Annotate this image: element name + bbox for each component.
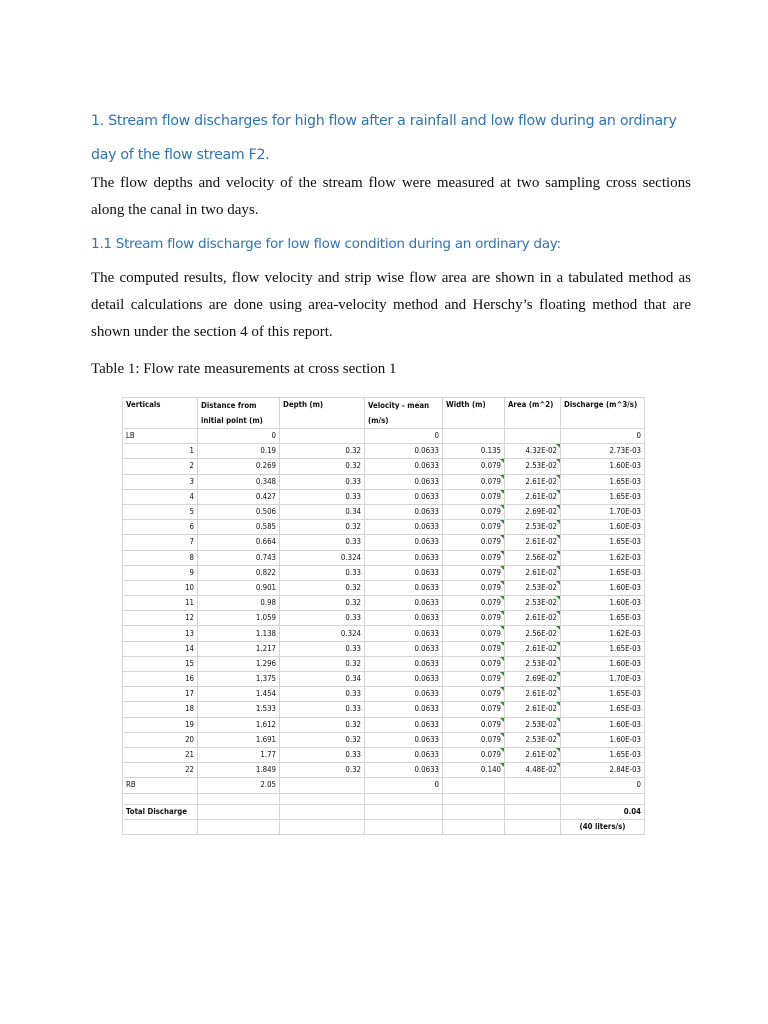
cell-vertical: 1 [123, 444, 198, 459]
cell-depth: 0.324 [280, 626, 365, 641]
rb-velocity: 0 [365, 778, 443, 793]
cell-depth: 0.33 [280, 747, 365, 762]
table-row [123, 444, 645, 459]
header-verticals: Verticals [123, 398, 198, 429]
cell-distance: 0.506 [198, 504, 280, 519]
table-header-row [123, 398, 645, 429]
cell-width: 0.140 [443, 763, 505, 778]
cell-width: 0.079 [443, 611, 505, 626]
cell-area: 2.53E-02 [505, 520, 561, 535]
table-row [123, 596, 645, 611]
rb-label: RB [123, 778, 198, 793]
cell-depth: 0.32 [280, 459, 365, 474]
cell-depth: 0.34 [280, 504, 365, 519]
cell-discharge: 1.60E-03 [561, 717, 645, 732]
table-row [123, 717, 645, 732]
cell-velocity: 0.0633 [365, 717, 443, 732]
flow-rate-table [122, 397, 645, 835]
cell-vertical: 12 [123, 611, 198, 626]
cell-velocity: 0.0633 [365, 626, 443, 641]
cell-area: 2.61E-02 [505, 641, 561, 656]
table-row [123, 459, 645, 474]
cell-velocity: 0.0633 [365, 763, 443, 778]
cell-vertical: 7 [123, 535, 198, 550]
lb-discharge: 0 [561, 429, 645, 444]
cell-discharge: 1.65E-03 [561, 489, 645, 504]
total-row [123, 804, 645, 819]
cell-distance: 0.98 [198, 596, 280, 611]
cell-distance: 1.849 [198, 763, 280, 778]
table-row [123, 535, 645, 550]
cell-vertical: 18 [123, 702, 198, 717]
cell-velocity: 0.0633 [365, 687, 443, 702]
cell-distance: 1.77 [198, 747, 280, 762]
cell-discharge: 1.65E-03 [561, 702, 645, 717]
lb-distance: 0 [198, 429, 280, 444]
table-caption: Table 1: Flow rate measurements at cross section 1 [91, 361, 397, 377]
cell-vertical: 15 [123, 656, 198, 671]
cell-depth: 0.33 [280, 489, 365, 504]
cell-width: 0.079 [443, 520, 505, 535]
cell-distance: 1.217 [198, 641, 280, 656]
total-value: 0.04 [561, 804, 645, 819]
rb-distance: 2.05 [198, 778, 280, 793]
cell-distance: 0.427 [198, 489, 280, 504]
rb-discharge: 0 [561, 778, 645, 793]
cell-discharge: 1.65E-03 [561, 474, 645, 489]
cell-vertical: 2 [123, 459, 198, 474]
cell-depth: 0.33 [280, 611, 365, 626]
cell-area: 2.69E-02 [505, 504, 561, 519]
cell-width: 0.079 [443, 596, 505, 611]
cell-width: 0.079 [443, 565, 505, 580]
cell-vertical: 13 [123, 626, 198, 641]
cell-distance: 0.822 [198, 565, 280, 580]
cell-vertical: 5 [123, 504, 198, 519]
cell-distance: 1.454 [198, 687, 280, 702]
table-row [123, 626, 645, 641]
cell-distance: 0.348 [198, 474, 280, 489]
cell-vertical: 9 [123, 565, 198, 580]
cell-depth: 0.33 [280, 687, 365, 702]
cell-width: 0.079 [443, 626, 505, 641]
cell-depth: 0.33 [280, 641, 365, 656]
cell-area: 2.61E-02 [505, 747, 561, 762]
table-row [123, 732, 645, 747]
cell-area: 2.56E-02 [505, 550, 561, 565]
table-row [123, 687, 645, 702]
cell-velocity: 0.0633 [365, 459, 443, 474]
cell-distance: 0.269 [198, 459, 280, 474]
cell-velocity: 0.0633 [365, 520, 443, 535]
cell-discharge: 2.84E-03 [561, 763, 645, 778]
cell-area: 2.61E-02 [505, 565, 561, 580]
cell-area: 2.53E-02 [505, 580, 561, 595]
cell-distance: 1.138 [198, 626, 280, 641]
table-row-rb [123, 778, 645, 793]
header-velocity: Velocity - mean (m/s) [365, 398, 443, 429]
cell-area: 2.61E-02 [505, 687, 561, 702]
cell-vertical: 19 [123, 717, 198, 732]
cell-velocity: 0.0633 [365, 504, 443, 519]
cell-width: 0.079 [443, 672, 505, 687]
cell-depth: 0.33 [280, 702, 365, 717]
cell-width: 0.135 [443, 444, 505, 459]
cell-distance: 0.901 [198, 580, 280, 595]
table-row [123, 580, 645, 595]
cell-depth: 0.34 [280, 672, 365, 687]
total-note-row [123, 819, 645, 834]
spacer-row [123, 793, 645, 804]
cell-velocity: 0.0633 [365, 580, 443, 595]
cell-distance: 1.296 [198, 656, 280, 671]
table-row [123, 489, 645, 504]
cell-vertical: 22 [123, 763, 198, 778]
cell-area: 2.61E-02 [505, 535, 561, 550]
cell-depth: 0.33 [280, 565, 365, 580]
cell-discharge: 1.65E-03 [561, 565, 645, 580]
cell-velocity: 0.0633 [365, 596, 443, 611]
cell-width: 0.079 [443, 702, 505, 717]
cell-depth: 0.32 [280, 717, 365, 732]
table-row [123, 550, 645, 565]
cell-distance: 1.059 [198, 611, 280, 626]
cell-width: 0.079 [443, 732, 505, 747]
cell-area: 2.53E-02 [505, 596, 561, 611]
cell-discharge: 1.60E-03 [561, 580, 645, 595]
cell-area: 2.53E-02 [505, 732, 561, 747]
table-row [123, 641, 645, 656]
table-row [123, 504, 645, 519]
cell-velocity: 0.0633 [365, 672, 443, 687]
cell-depth: 0.324 [280, 550, 365, 565]
cell-area: 2.61E-02 [505, 474, 561, 489]
cell-distance: 1.612 [198, 717, 280, 732]
cell-depth: 0.32 [280, 763, 365, 778]
cell-depth: 0.32 [280, 732, 365, 747]
cell-depth: 0.32 [280, 520, 365, 535]
cell-distance: 1.375 [198, 672, 280, 687]
cell-discharge: 1.62E-03 [561, 550, 645, 565]
cell-discharge: 1.65E-03 [561, 747, 645, 762]
cell-area: 2.53E-02 [505, 656, 561, 671]
cell-area: 2.69E-02 [505, 672, 561, 687]
cell-area: 2.61E-02 [505, 611, 561, 626]
cell-area: 4.32E-02 [505, 444, 561, 459]
cell-discharge: 1.62E-03 [561, 626, 645, 641]
cell-depth: 0.32 [280, 656, 365, 671]
cell-area: 2.61E-02 [505, 489, 561, 504]
table-row [123, 611, 645, 626]
intro-paragraph: The flow depths and velocity of the stream flow were measured at two sampling cross sections along the canal in two days. [91, 175, 691, 218]
table-row [123, 702, 645, 717]
subsection-heading: 1.1 Stream flow discharge for low flow condition during an ordinary day: [91, 236, 561, 252]
cell-depth: 0.32 [280, 444, 365, 459]
cell-vertical: 21 [123, 747, 198, 762]
cell-area: 2.56E-02 [505, 626, 561, 641]
cell-width: 0.079 [443, 550, 505, 565]
cell-width: 0.079 [443, 504, 505, 519]
cell-velocity: 0.0633 [365, 565, 443, 580]
header-width: Width (m) [443, 398, 505, 429]
cell-vertical: 6 [123, 520, 198, 535]
cell-vertical: 8 [123, 550, 198, 565]
cell-discharge: 1.70E-03 [561, 504, 645, 519]
cell-vertical: 3 [123, 474, 198, 489]
lb-velocity: 0 [365, 429, 443, 444]
cell-width: 0.079 [443, 474, 505, 489]
section-heading: 1. Stream flow discharges for high flow after a rainfall and low flow during an ordinary day of the flow stream F2. [91, 113, 677, 163]
cell-discharge: 2.73E-03 [561, 444, 645, 459]
cell-velocity: 0.0633 [365, 641, 443, 656]
cell-width: 0.079 [443, 489, 505, 504]
cell-area: 2.61E-02 [505, 702, 561, 717]
table-row [123, 474, 645, 489]
lb-label: LB [123, 429, 198, 444]
header-distance: Distance from initial point (m) [198, 398, 280, 429]
cell-width: 0.079 [443, 641, 505, 656]
table-row [123, 520, 645, 535]
header-depth: Depth (m) [280, 398, 365, 429]
cell-vertical: 17 [123, 687, 198, 702]
cell-discharge: 1.60E-03 [561, 656, 645, 671]
cell-depth: 0.33 [280, 535, 365, 550]
body-paragraph: The computed results, flow velocity and strip wise flow area are shown in a tabulated method as detail calculations are done using area-velocity method and Herschy’s floating method that are shown under the section 4 of this report. [91, 270, 691, 340]
cell-discharge: 1.65E-03 [561, 611, 645, 626]
table-row [123, 763, 645, 778]
cell-distance: 0.743 [198, 550, 280, 565]
table-row [123, 672, 645, 687]
table-row-lb [123, 429, 645, 444]
cell-discharge: 1.70E-03 [561, 672, 645, 687]
cell-width: 0.079 [443, 459, 505, 474]
total-label: Total Discharge [123, 804, 198, 819]
cell-depth: 0.33 [280, 474, 365, 489]
cell-velocity: 0.0633 [365, 535, 443, 550]
cell-width: 0.079 [443, 747, 505, 762]
cell-discharge: 1.60E-03 [561, 520, 645, 535]
cell-velocity: 0.0633 [365, 702, 443, 717]
table-row [123, 656, 645, 671]
cell-depth: 0.32 [280, 580, 365, 595]
cell-discharge: 1.60E-03 [561, 732, 645, 747]
cell-velocity: 0.0633 [365, 747, 443, 762]
cell-width: 0.079 [443, 580, 505, 595]
cell-vertical: 16 [123, 672, 198, 687]
cell-distance: 0.19 [198, 444, 280, 459]
cell-width: 0.079 [443, 535, 505, 550]
cell-velocity: 0.0633 [365, 656, 443, 671]
cell-depth: 0.32 [280, 596, 365, 611]
cell-velocity: 0.0633 [365, 444, 443, 459]
cell-distance: 1.533 [198, 702, 280, 717]
cell-vertical: 11 [123, 596, 198, 611]
cell-area: 2.53E-02 [505, 717, 561, 732]
cell-vertical: 20 [123, 732, 198, 747]
cell-width: 0.079 [443, 687, 505, 702]
cell-discharge: 1.65E-03 [561, 687, 645, 702]
cell-discharge: 1.65E-03 [561, 535, 645, 550]
total-note: (40 liters/s) [561, 819, 645, 834]
cell-distance: 0.585 [198, 520, 280, 535]
cell-width: 0.079 [443, 717, 505, 732]
cell-distance: 0.664 [198, 535, 280, 550]
cell-velocity: 0.0633 [365, 489, 443, 504]
cell-velocity: 0.0633 [365, 474, 443, 489]
cell-discharge: 1.60E-03 [561, 459, 645, 474]
table-row [123, 747, 645, 762]
cell-discharge: 1.60E-03 [561, 596, 645, 611]
table-row [123, 565, 645, 580]
cell-width: 0.079 [443, 656, 505, 671]
cell-vertical: 14 [123, 641, 198, 656]
cell-discharge: 1.65E-03 [561, 641, 645, 656]
cell-distance: 1.691 [198, 732, 280, 747]
cell-vertical: 10 [123, 580, 198, 595]
cell-area: 4.48E-02 [505, 763, 561, 778]
cell-area: 2.53E-02 [505, 459, 561, 474]
cell-velocity: 0.0633 [365, 550, 443, 565]
cell-velocity: 0.0633 [365, 611, 443, 626]
header-discharge: Discharge (m^3/s) [561, 398, 645, 429]
header-area: Area (m^2) [505, 398, 561, 429]
cell-vertical: 4 [123, 489, 198, 504]
cell-velocity: 0.0633 [365, 732, 443, 747]
